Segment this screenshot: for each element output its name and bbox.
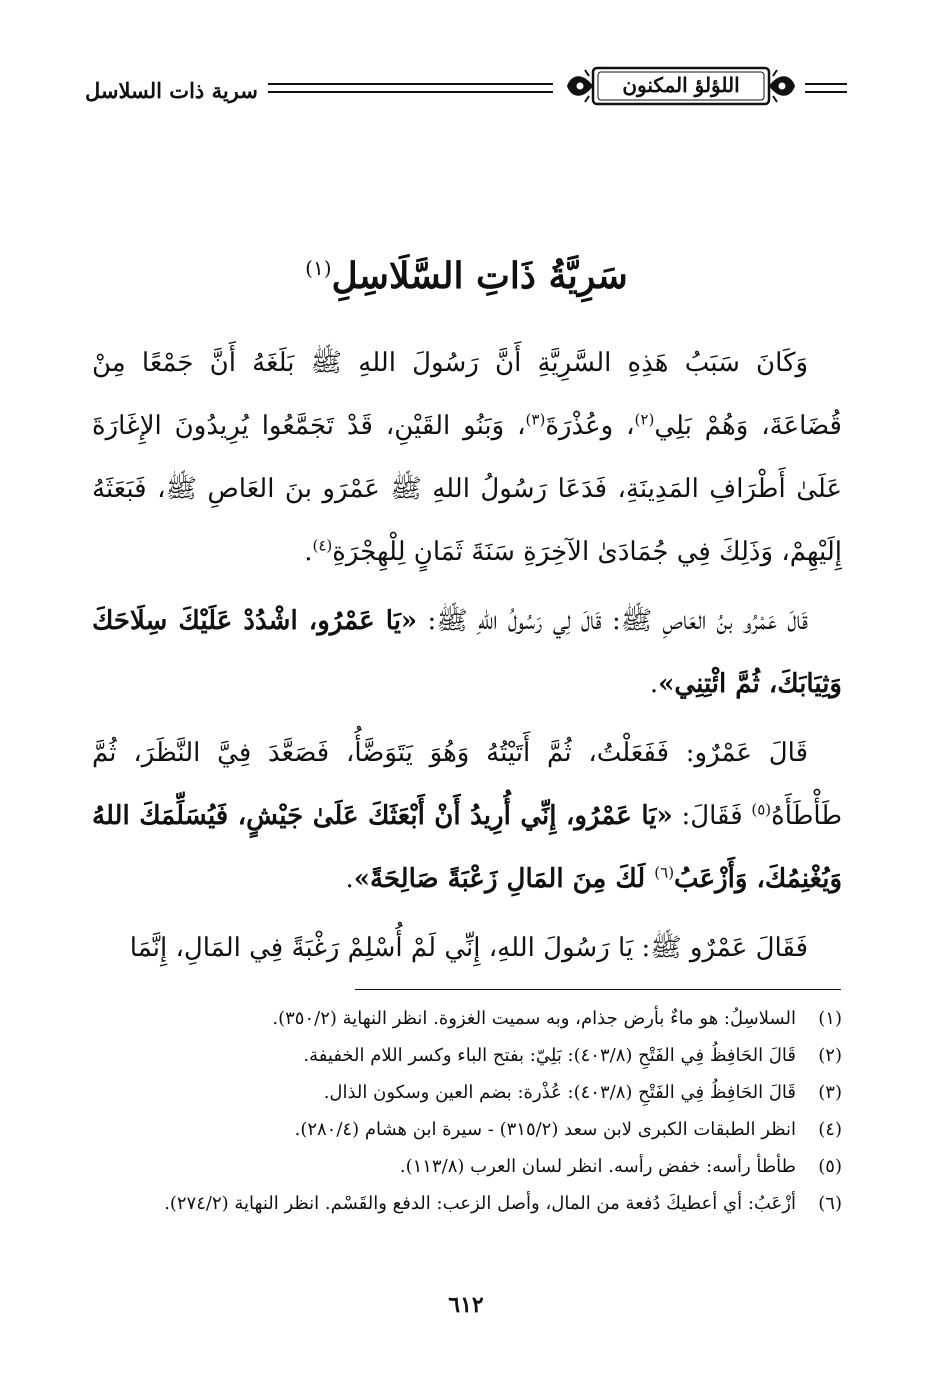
footnote-number: (٤) — [818, 1119, 842, 1140]
footnote-ref: (٤) — [312, 536, 333, 555]
footnote-3 — [92, 1074, 842, 1111]
footnote-5 — [92, 1148, 842, 1185]
hadith-quote: «يَا عَمْرُو، إِنِّي أُرِيدُ أَنْ أَبْعَثَكَ عَلَىٰ جَيْشٍ، فَيُسَلِّمَكَ اللهُ وَيُغْنِمُكَ، وَأَزْعَبُ — [92, 801, 842, 894]
body-text — [92, 332, 842, 986]
header-double-rule-left — [268, 83, 553, 93]
footnote-number: (٥) — [818, 1156, 842, 1177]
footnote-6 — [92, 1185, 842, 1222]
footnote-ref: (٣) — [525, 410, 546, 429]
book-title-cartouche — [565, 64, 797, 108]
footnote-text: قَالَ الحَافِظُ فِي الفَتْحِ (٤٠٣/٨): عُذْرة: بضم العين وسكون الذال. — [323, 1082, 796, 1103]
chapter-title — [200, 240, 733, 304]
footnote-number: (١) — [818, 1008, 842, 1029]
header-double-rule-right — [805, 83, 847, 93]
hadith-quote: لَكَ مِنَ المَالِ زَعْبَةً صَالِحَةً» — [353, 864, 655, 894]
footnotes — [92, 1000, 842, 1222]
footnote-number: (٣) — [818, 1082, 842, 1103]
paragraph-1: وَكَانَ سَبَبُ هَذِهِ السَّرِيَّةِ أَنَّ رَسُولَ اللهِ ﷺ بَلَغَهُ أَنَّ جَمْعًا مِنْ قُضَاعَةَ، وَهُمْ بَلِي$^{(٢)}$، وعُذْرَةَ$^{(٣)}$، وَبَنُو القَيْنِ، قَدْ تَجَمَّعُوا يُرِيدُونَ الإِغَارَةَ عَلَىٰ أَطْرَافِ المَدِينَةِ، فَدَعَا رَسُولُ اللهِ ﷺ عَمْرَو بنَ العَاصِ ﷺ، فَبَعَثَهُ إِلَيْهِمْ، وَذَلِكَ فِي جُمَادَىٰ الآخِرَةِ سَنَةَ ثَمَانٍ لِلْهِجْرَةِ$^{(٤)}$. — [92, 348, 842, 567]
footnote-number: (٢) — [818, 1045, 842, 1066]
footnote-ref: (٢) — [634, 410, 655, 429]
footnote-4 — [92, 1111, 842, 1148]
section-title: سرية ذات السلاسل — [85, 78, 258, 103]
footnote-text: طأطأ رأسه: خفض رأسه. انظر لسان العرب (١١٣/٨). — [399, 1156, 796, 1177]
footnote-text: أزْعَبُ: أي أعطيكَ دُفعة من المال، وأصل الزعب: الدفع والقَسْم. انظر النهاية (٢٧٤/٢). — [164, 1193, 796, 1214]
chapter-title-text: سَرِيَّةُ ذَاتِ السَّلَاسِلِ — [331, 255, 628, 297]
footnote-separator — [355, 989, 841, 990]
footnote-text: السلاسِلُ: هو ماءٌ بأرض جذام، وبه سميت الغزوة. انظر النهاية (٣٥٠/٢). — [272, 1008, 796, 1029]
footnote-1 — [92, 1000, 842, 1037]
footnote-text: انظر الطبقات الكبرى لابن سعد (٣١٥/٢) - سيرة ابن هشام (٢٨٠/٤). — [294, 1119, 796, 1140]
paragraph-3: قَالَ عَمْرٌو: فَفَعَلْتُ، ثُمَّ أَتَيْتُهُ وَهُوَ يَتَوَضَّأُ، فَصَعَّدَ فِيَّ النَّظَرَ، ثُمَّ طَأْطَأَهُ$^{(٥)}$ فَقَالَ: «يَا عَمْرُو، إِنِّي أُرِيدُ أَنْ أَبْعَثَكَ عَلَىٰ جَيْشٍ، فَيُسَلِّمَكَ اللهُ وَيُغْنِمُكَ، وَأَزْعَبُ$^{(٦)}$ لَكَ مِنَ المَالِ زَعْبَةً صَالِحَةً». — [92, 738, 843, 894]
paragraph-2: قَالَ عَمْرُو بنُ العَاصِ ﷺ: قَالَ لِي رَسُولُ اللهِ ﷺ: «يَا عَمْرُو، اشْدُدْ عَلَيْكَ سِلَاحَكَ وَثِيَابَكَ، ثُمَّ ائْتِنِي». — [92, 606, 842, 699]
footnote-text: قَالَ الحَافِظُ فِي الفَتْحِ (٤٠٣/٨): بَلِيّ: بفتح الباء وكسر اللام الخفيفة. — [303, 1045, 796, 1066]
footnote-ref: (٥) — [751, 800, 772, 819]
book-title: اللؤلؤ المكنون — [622, 73, 740, 97]
hadith-quote: «يَا عَمْرُو، اشْدُدْ عَلَيْكَ سِلَاحَكَ وَثِيَابَكَ، ثُمَّ ائْتِنِي» — [92, 606, 842, 699]
footnote-ref: (٦) — [654, 863, 675, 882]
footnote-2 — [92, 1037, 842, 1074]
paragraph-4: فَقَالَ عَمْرٌو ﷺ: يَا رَسُولَ اللهِ، إِنِّي لَمْ أُسْلِمْ رَغْبَةً فِي المَالِ، إِنَّمَا — [129, 933, 808, 963]
footnote-number: (٦) — [818, 1193, 842, 1214]
page-number: ٦١٢ — [448, 1292, 484, 1318]
chapter-footnote-ref: (١) — [305, 256, 332, 280]
running-header — [85, 64, 845, 120]
